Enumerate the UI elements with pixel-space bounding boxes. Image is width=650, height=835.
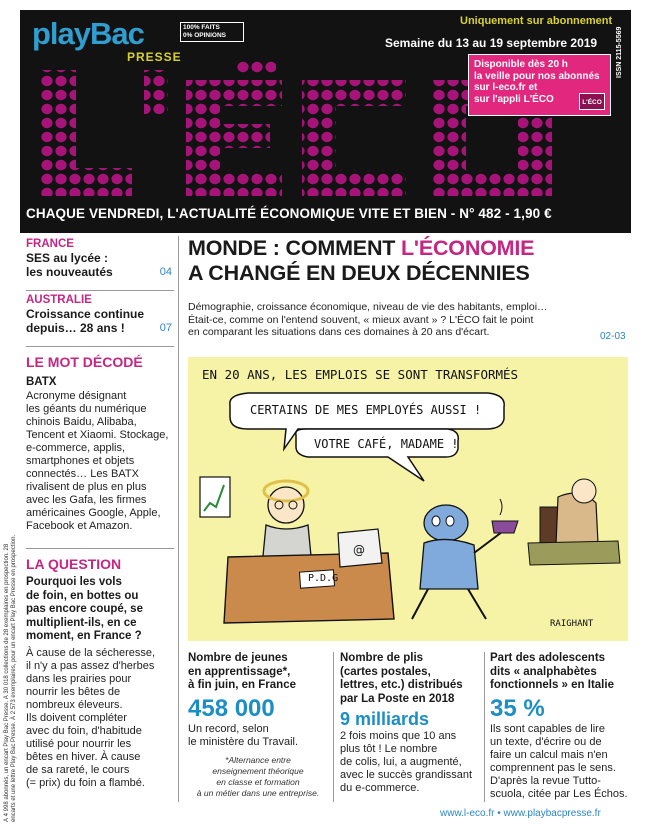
svg-text:@: @ — [353, 543, 365, 557]
stat-text: faire un calcul mais n'en — [490, 748, 608, 761]
footer-links[interactable]: www.l-eco.fr • www.playbacpresse.fr — [440, 808, 601, 819]
headline-line-1 — [188, 236, 628, 261]
stat-value: 458 000 — [188, 694, 275, 722]
masthead-title: L'ÉCO — [40, 47, 87, 64]
mot-decode-word: BATX — [26, 376, 57, 388]
answer-line: nourrir les bêtes de — [26, 685, 121, 698]
stat-label: (cartes postales, — [340, 665, 431, 678]
masthead — [20, 10, 631, 233]
headline-highlight: L'ÉCONOMIE — [400, 236, 535, 260]
answer-line: À cause de la sécheresse, — [26, 646, 156, 659]
subscription-note: Uniquement sur abonnement — [460, 15, 613, 27]
stat-text: avec le succès grandissant — [340, 769, 473, 781]
mot-line: smartphones et objets — [26, 454, 135, 467]
promo-app-logo: L'ÉCO — [579, 93, 605, 110]
page-ref: 07 — [159, 322, 172, 334]
brand-logo[interactable]: playBac — [32, 16, 144, 51]
question-line: pas encore coupé, se — [26, 603, 143, 615]
promo-line: sur l-eco.fr et — [474, 82, 538, 93]
answer-line: bêtes en hiver. À cause — [26, 750, 141, 763]
page-ref: 04 — [159, 266, 172, 278]
divider — [26, 290, 174, 291]
cartoon-illustration — [188, 357, 628, 641]
question-title: LA QUESTION — [26, 556, 122, 572]
mot-line: avec les Gafa, les firmes — [26, 493, 147, 506]
stat-label: Nombre de jeunes — [188, 652, 288, 664]
brand-presse: PRESSE — [127, 50, 182, 64]
stat-label: lettres, etc.) distribués — [340, 679, 463, 691]
stat-label: en apprentissage*, — [188, 665, 291, 678]
mot-line: Tencent et Xiaomi. Stockage, — [26, 428, 169, 441]
answer-line: utilisé pour nourrir les — [26, 737, 132, 750]
stat-label: Nombre de plis — [340, 652, 424, 664]
question-box — [26, 556, 174, 790]
mot-line: les géants du numérique — [26, 402, 147, 415]
facts-line: 100% FAITS — [183, 24, 220, 31]
speech-bubble-boss: CERTAINS DE MES EMPLOYÉS AUSSI ! — [250, 403, 482, 417]
lede-line: en comparant les situations dans ces domaines à 20 ans d'écart. — [188, 326, 490, 339]
column-divider — [178, 236, 179, 802]
stat-text: du e-commerce. — [340, 782, 420, 794]
issue-date: Semaine du 13 au 19 septembre 2019 — [385, 36, 598, 50]
mot-line: américaines Google, Apple, — [26, 506, 161, 519]
mot-line: e-commerce, applis, — [26, 441, 126, 454]
question-line: moment, en France ? — [26, 630, 142, 642]
stat-divider — [333, 652, 334, 802]
footnote-line: enseignement théorique — [212, 765, 304, 776]
question-line: multiplient-ils, en ce — [26, 616, 137, 629]
answer-line: nombreux éleveurs. — [26, 698, 123, 711]
section-headline: Croissance continue — [26, 307, 145, 321]
mot-line: rivalisent de plus en plus — [26, 480, 147, 493]
answer-line: Ils doivent compléter — [26, 711, 127, 724]
stat-text: 2 fois moins que 10 ans — [340, 730, 457, 742]
stat-text: le ministère du Travail. — [188, 735, 299, 748]
lede — [188, 301, 628, 339]
stat-text: de colis, lui, a augmenté, — [340, 756, 462, 768]
stat-text: Un record, selon — [188, 722, 269, 735]
speech-bubble-robot: VOTRE CAFÉ, MADAME ! — [314, 437, 459, 451]
stat-text: comprennent pas le sens. — [490, 761, 616, 774]
footnote-line: en classe et formation — [216, 776, 300, 787]
divider — [26, 548, 174, 549]
section-headline: SES au lycée : — [26, 251, 109, 265]
desk-label: P.D.G — [308, 573, 339, 584]
sidebar — [26, 236, 174, 789]
promo-box[interactable] — [468, 54, 611, 116]
sidebar-item-australie[interactable] — [26, 294, 174, 342]
mot-line: Acronyme désignant — [26, 389, 127, 402]
stat-label: à fin juin, en France — [188, 679, 296, 691]
stat-text: un texte, d'écrire ou de — [490, 735, 602, 748]
promo-line: Disponible dès 20 h — [474, 59, 568, 70]
mot-decode-box — [26, 354, 174, 533]
question-line: de foin, en bottes ou — [26, 589, 139, 602]
divider — [26, 346, 174, 347]
section-headline: les nouveautés — [26, 265, 113, 279]
stat-value: 9 milliards — [340, 709, 430, 729]
sidebar-item-france[interactable] — [26, 236, 174, 286]
footnote-line: *Alternance entre — [225, 754, 291, 765]
opinions-line: 0% OPINIONS — [183, 32, 226, 39]
tagline: CHAQUE VENDREDI, L'ACTUALITÉ ÉCONOMIQUE VITE ET BIEN - N° 482 - 1,90 € — [26, 206, 552, 221]
cartoon-signature: RAIGHANT — [550, 619, 594, 629]
page-ref: 02-03 — [600, 331, 626, 342]
answer-line: avec du foin, d'habitude — [26, 724, 142, 737]
lede-line: Était-ce, comme on l'entend souvent, « mieux avant » ? L'ÉCO fait le point — [188, 313, 534, 326]
answer-line: de sa rareté, le cours — [26, 763, 130, 776]
stat-label: dits « analphabètes — [490, 665, 597, 678]
promo-line: sur l'appli L'ÉCO — [474, 93, 554, 105]
stat-text: plus tôt ! Le nombre — [340, 743, 438, 755]
legal-note: À 4 998 abonnés, un encart Play Bac Presse. À 30 018 collections de 28 exemplaires en prospection. 28 encarts et une lettre Play Bac Presse. À 2 573 exemplaires, pour un encart Play Bac Presse en prospection. — [4, 534, 17, 822]
cartoon-drawing — [188, 357, 628, 641]
section-headline: depuis… 28 ans ! — [26, 321, 125, 335]
footnote-line: à un métier dans une entreprise. — [196, 787, 320, 798]
promo-line: la veille pour nos abonnés — [474, 70, 600, 82]
answer-line: il n'y a pas assez d'herbes — [26, 659, 155, 672]
answer-line: dans les prairies pour — [26, 672, 132, 685]
section-label: AUSTRALIE — [26, 294, 92, 306]
cartoon-caption: EN 20 ANS, LES EMPLOIS SE SONT TRANSFORMÉS — [202, 367, 519, 382]
main-headline[interactable] — [188, 236, 628, 286]
stat-apprentissage — [188, 652, 328, 804]
stat-text: D'après la revue Tutto- — [490, 774, 601, 787]
headline-part: MONDE : COMMENT — [188, 236, 401, 260]
stat-label: fonctionnels » en Italie — [490, 679, 614, 691]
mot-line: connectés… Les BATX — [26, 467, 139, 480]
mot-decode-title: LE MOT DÉCODÉ — [26, 354, 143, 370]
question-line: Pourquoi les vols — [26, 576, 122, 588]
stat-divider — [484, 652, 485, 802]
answer-line: (= prix) du foin a flambé. — [26, 776, 145, 789]
stat-footnote — [188, 755, 328, 799]
stat-plis — [340, 652, 480, 804]
mot-line: chinois Baidu, Alibaba, — [26, 415, 137, 428]
headline-line-2: A CHANGÉ EN DEUX DÉCENNIES — [188, 261, 530, 285]
stat-label: Part des adolescents — [490, 652, 606, 664]
issn: ISSN 2115-5569 — [616, 26, 623, 78]
mot-line: Facebook et Amazon. — [26, 519, 133, 532]
lede-line: Démographie, croissance économique, niveau de vie des habitants, emploi… — [188, 301, 548, 313]
stat-label: par La Poste en 2018 — [340, 692, 455, 705]
stat-value: 35 % — [490, 694, 545, 722]
stat-text: Ils sont capables de lire — [490, 722, 605, 735]
stat-analphabetes — [490, 652, 630, 804]
section-label: FRANCE — [26, 238, 74, 250]
stat-text: scuola, citée par Les Échos. — [490, 787, 628, 800]
facts-badge — [180, 22, 244, 42]
